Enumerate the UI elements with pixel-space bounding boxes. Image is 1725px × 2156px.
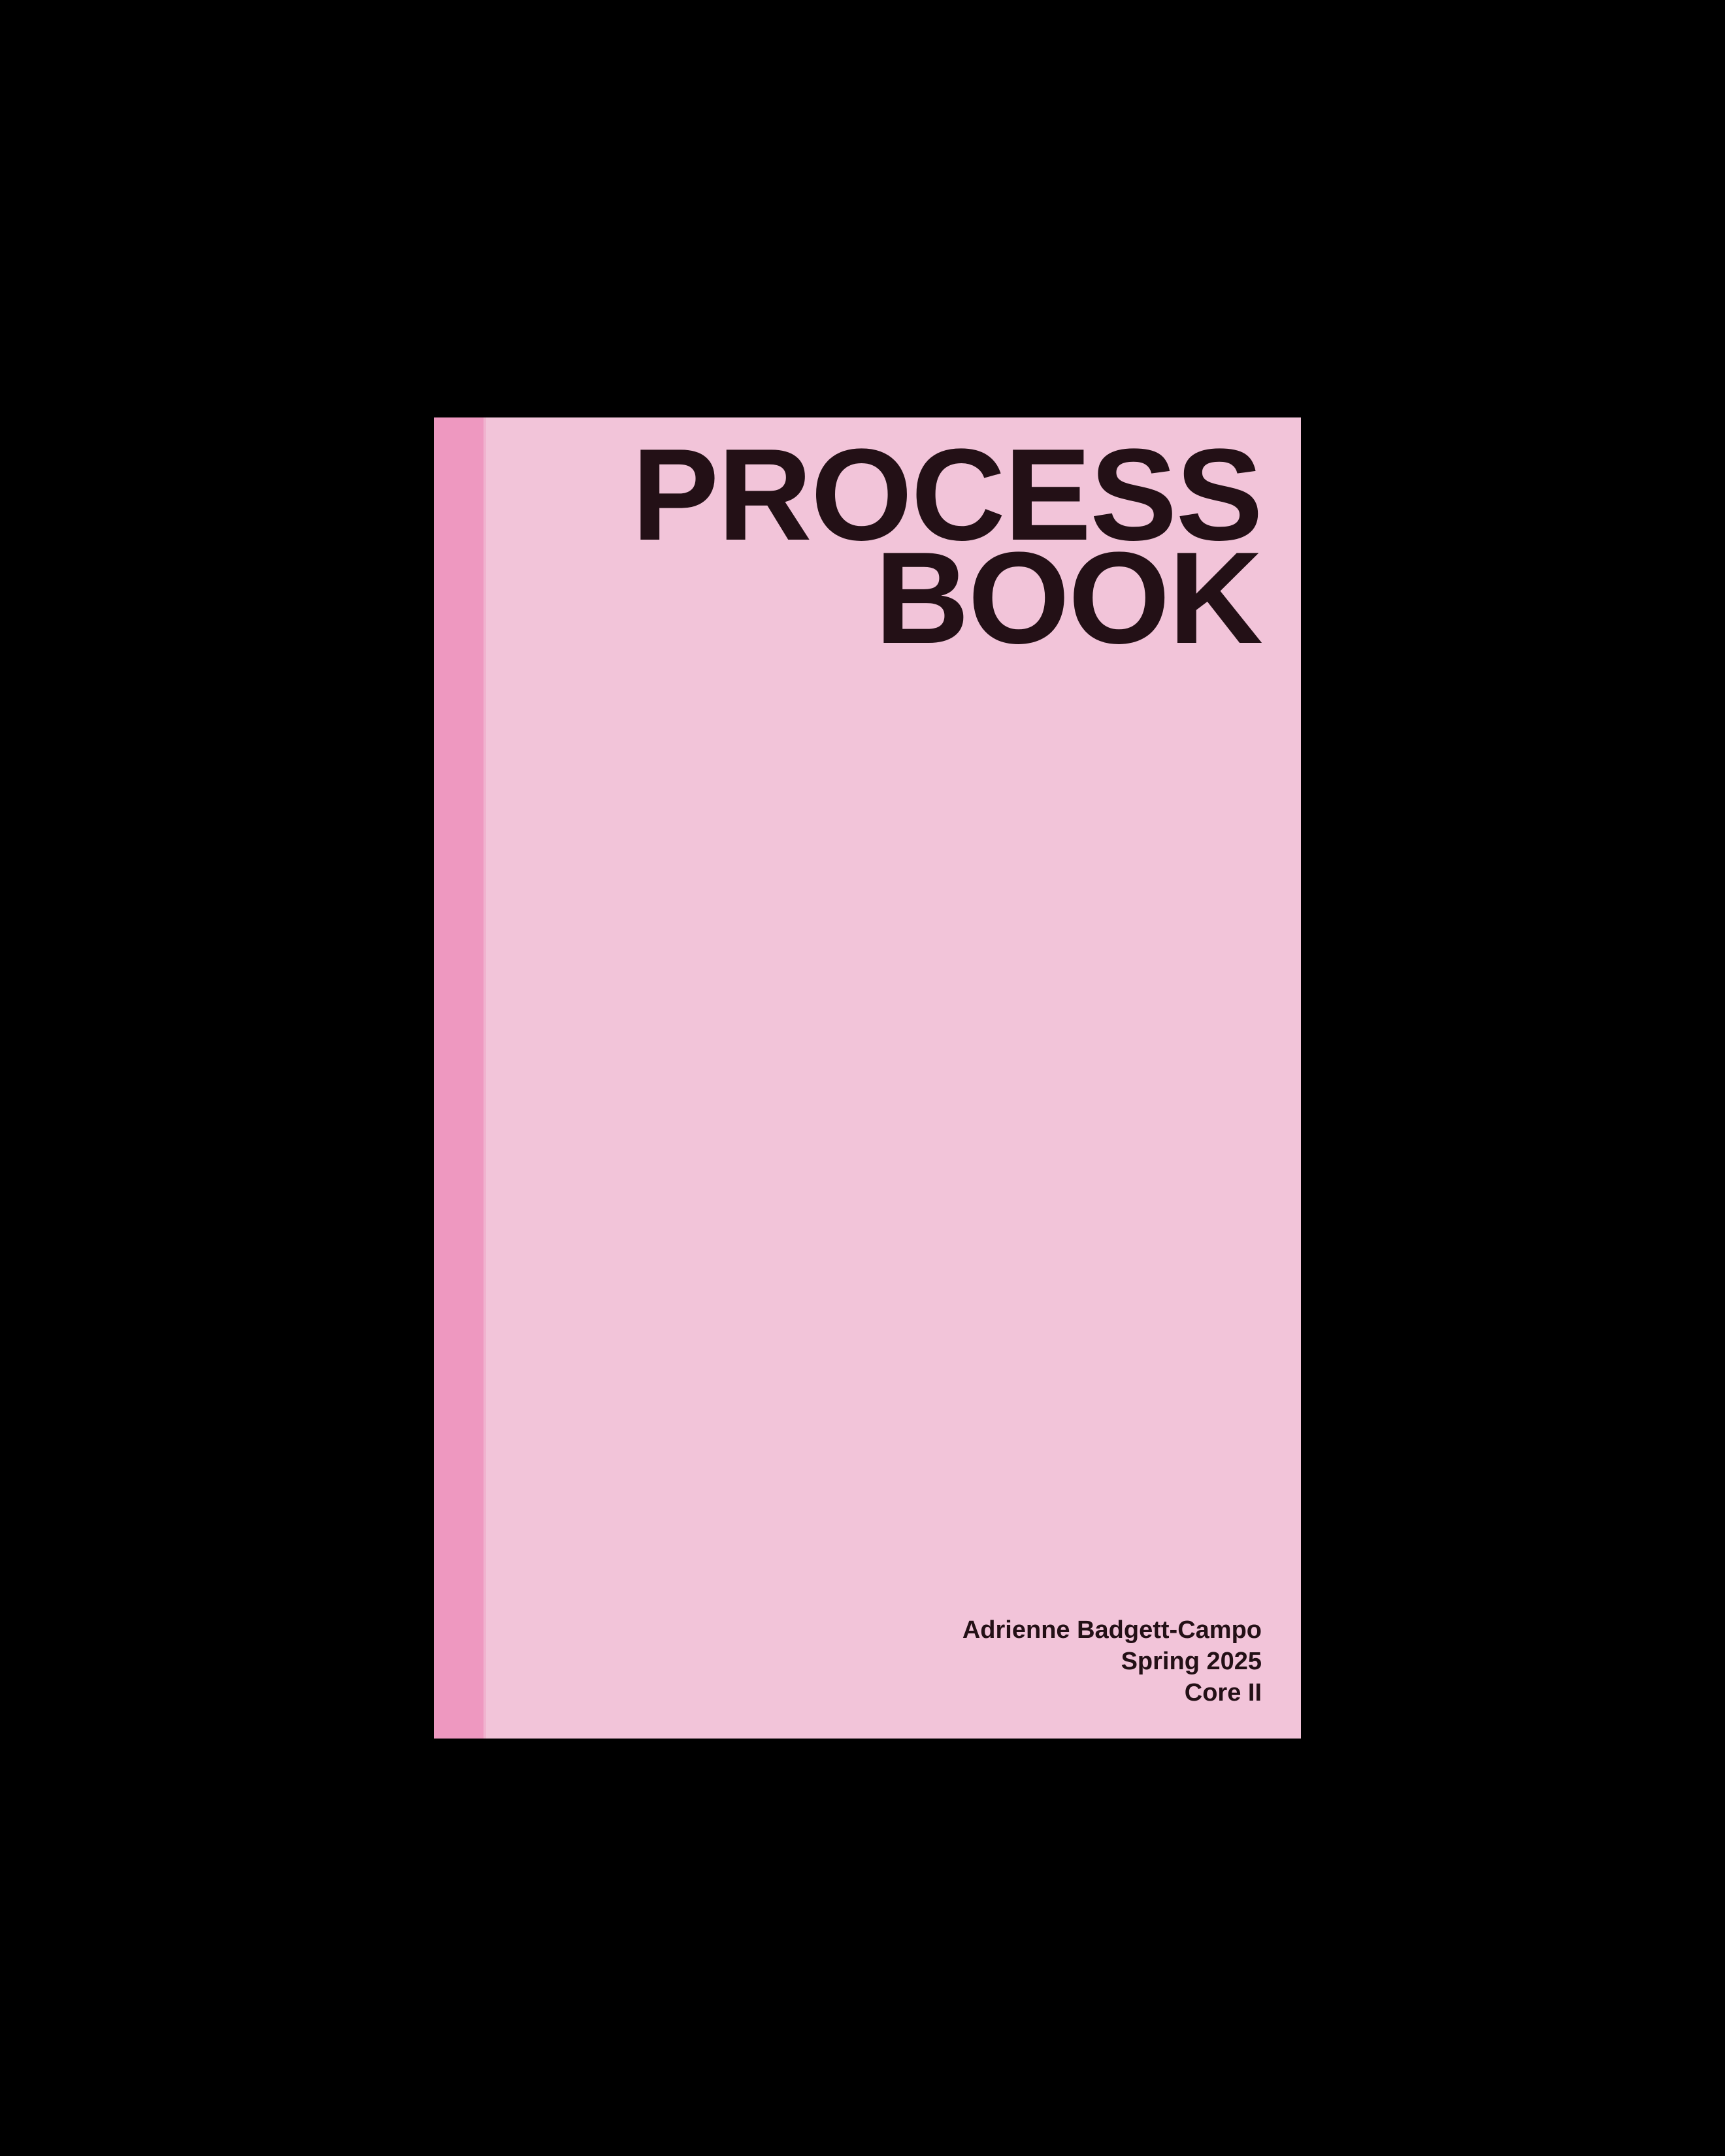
cover-credits <box>962 1614 1262 1708</box>
course-label: Core II <box>1184 1679 1262 1707</box>
term-label: Spring 2025 <box>1121 1648 1262 1675</box>
author-name: Adrienne Badgett-Campo <box>962 1616 1262 1644</box>
title-line-2: BOOK <box>875 525 1262 671</box>
book-spine <box>434 417 484 1739</box>
cover-title <box>631 422 1262 671</box>
title-line-1: PROCESS <box>631 422 1262 568</box>
spine-edge <box>484 417 486 1739</box>
book-cover <box>434 417 1301 1739</box>
